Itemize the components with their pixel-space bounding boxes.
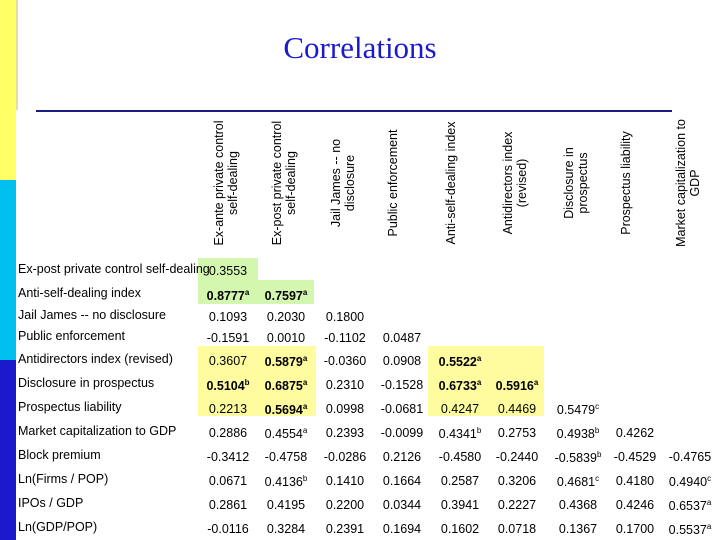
cell-value: 0.2753 <box>497 426 537 440</box>
table-cell <box>255 474 317 489</box>
slide-title: Correlations <box>283 30 437 65</box>
cell-value: -0.0360 <box>323 354 367 368</box>
cell-value: -0.1528 <box>380 378 424 392</box>
cell-value: 0.4681 <box>556 475 596 490</box>
cell-value: 0.0344 <box>382 498 422 512</box>
table-cell <box>197 426 259 440</box>
table-cell <box>547 426 609 441</box>
cell-value: -0.2440 <box>495 450 539 464</box>
column-header-label: Disclosure in prospectus <box>562 147 590 219</box>
cell-value: 0.2587 <box>440 474 480 488</box>
column-header-label: Jail James -- no disclosure <box>329 138 357 228</box>
table-cell <box>486 426 548 440</box>
cell-value: 0.2861 <box>208 498 248 512</box>
cell-value: 0.4136 <box>264 475 303 490</box>
table-cell <box>604 426 666 440</box>
table-cell <box>197 474 259 488</box>
significance-marker: a <box>302 378 308 387</box>
cell-value: -0.1102 <box>324 331 366 345</box>
cell-value: 0.4195 <box>266 498 306 512</box>
cell-value: 0.2213 <box>208 402 248 416</box>
table-cell <box>547 450 609 465</box>
significance-marker: b <box>244 378 250 387</box>
column-header-label: Antidirectors index (revised) <box>501 131 529 235</box>
row-label: Public enforcement <box>18 329 126 343</box>
cell-value: 0.1700 <box>615 522 655 536</box>
cell-value: 0.0998 <box>325 402 365 416</box>
column-header-label: Market capitalization to GDP <box>674 119 702 247</box>
cell-value: 0.4938 <box>556 427 595 442</box>
table-cell <box>486 474 548 488</box>
table-cell <box>371 378 433 392</box>
cell-value: 0.1093 <box>208 310 248 324</box>
cell-value: -0.4529 <box>613 450 657 464</box>
table-cell <box>197 288 259 303</box>
table-cell <box>255 310 317 324</box>
table-cell <box>371 474 433 488</box>
table-cell <box>255 331 317 345</box>
cell-value: 0.5916 <box>495 379 534 394</box>
table-cell <box>314 402 376 416</box>
significance-marker: b <box>596 450 602 459</box>
table-cell <box>197 450 259 464</box>
significance-marker: a <box>476 354 482 363</box>
left-bar-yellow <box>0 0 16 180</box>
cell-value: 0.5479 <box>556 403 596 418</box>
cell-value: 0.1694 <box>382 522 422 536</box>
table-cell <box>547 402 609 417</box>
table-cell <box>314 498 376 512</box>
cell-value: 0.2393 <box>325 426 365 440</box>
cell-value: 0.3206 <box>497 474 537 488</box>
table-cell <box>255 288 317 303</box>
table-cell <box>314 450 376 464</box>
cell-value: 0.4940 <box>668 475 708 490</box>
cell-value: 0.4341 <box>438 427 477 442</box>
table-cell <box>255 426 317 441</box>
cell-value: 0.5104 <box>206 379 245 394</box>
table-cell <box>429 474 491 488</box>
significance-marker: b <box>594 426 600 435</box>
table-cell <box>429 354 491 369</box>
table-cell <box>255 378 317 393</box>
table-cell <box>604 522 666 536</box>
table-cell <box>371 331 433 345</box>
cell-value: 0.5522 <box>438 355 477 370</box>
table-cell <box>547 474 609 489</box>
cell-value: 0.2030 <box>266 310 306 324</box>
table-cell <box>314 310 376 324</box>
cell-value: -0.4765 <box>668 450 712 464</box>
cell-value: 0.2200 <box>325 498 365 512</box>
cell-value: 0.1410 <box>325 474 365 488</box>
table-cell <box>486 378 548 393</box>
cell-value: 0.6537 <box>668 499 707 514</box>
cell-value: 0.3941 <box>440 498 480 512</box>
cell-value: -0.3412 <box>206 450 250 464</box>
table-cell <box>429 378 491 393</box>
significance-marker: c <box>595 474 600 483</box>
table-cell <box>371 354 433 368</box>
table-cell <box>604 474 666 488</box>
significance-marker: a <box>302 402 308 411</box>
column-header-label: Public enforcement <box>386 129 400 237</box>
row-label: Antidirectors index (revised) <box>18 352 173 366</box>
row-label: Block premium <box>18 448 101 462</box>
table-cell <box>429 450 491 464</box>
table-cell <box>255 498 317 512</box>
cell-value: 0.4554 <box>264 427 303 442</box>
table-cell <box>371 426 433 440</box>
cell-value: 0.1664 <box>382 474 422 488</box>
cell-value: 0.4180 <box>615 474 655 488</box>
row-label: Anti-self-dealing index <box>18 286 141 300</box>
row-label: Jail James -- no disclosure <box>18 308 166 322</box>
table-cell <box>197 498 259 512</box>
cell-value: 0.5537 <box>668 523 707 538</box>
title-rule <box>36 110 672 112</box>
cell-value: 0.0718 <box>497 522 537 536</box>
row-label: IPOs / GDP <box>18 496 84 510</box>
table-cell <box>197 522 259 536</box>
significance-marker: a <box>476 378 482 387</box>
left-bar-cyan <box>0 180 16 360</box>
cell-value: 0.3553 <box>208 264 248 278</box>
row-label: Market capitalization to GDP <box>18 424 177 438</box>
significance-marker: a <box>244 288 250 297</box>
table-cell <box>197 310 259 324</box>
table-cell <box>659 498 720 513</box>
table-cell <box>371 450 433 464</box>
table-cell <box>429 498 491 512</box>
table-cell <box>486 402 548 416</box>
table-cell <box>197 402 259 416</box>
significance-marker: a <box>706 522 712 531</box>
cell-value: 0.2391 <box>325 522 365 536</box>
cell-value: 0.4368 <box>558 498 598 512</box>
column-header-label: Prospectus liability <box>619 131 633 235</box>
table-cell <box>486 498 548 512</box>
cell-value: -0.5839 <box>554 451 597 466</box>
table-cell <box>659 522 720 537</box>
cell-value: -0.1591 <box>206 331 250 345</box>
cell-value: 0.7597 <box>264 289 303 304</box>
cell-value: 0.4469 <box>497 402 537 416</box>
cell-value: 0.0487 <box>382 331 422 345</box>
row-label: Disclosure in prospectus <box>18 376 155 390</box>
row-label: Ln(GDP/POP) <box>18 520 98 534</box>
table-cell <box>659 474 720 489</box>
cell-value: 0.1367 <box>558 522 598 536</box>
significance-marker: a <box>302 288 308 297</box>
table-cell <box>547 498 609 512</box>
significance-marker: a <box>302 426 308 435</box>
table-cell <box>314 354 376 368</box>
table-cell <box>314 426 376 440</box>
cell-value: 0.2227 <box>497 498 537 512</box>
cell-value: 0.1800 <box>325 310 365 324</box>
cell-value: 0.8777 <box>206 289 245 304</box>
cell-value: 0.1602 <box>440 522 480 536</box>
cell-value: 0.3284 <box>266 522 306 536</box>
significance-marker: b <box>476 426 482 435</box>
cell-value: 0.4247 <box>440 402 480 416</box>
table-cell <box>314 474 376 488</box>
table-cell <box>429 426 491 441</box>
cell-value: 0.5879 <box>264 355 303 370</box>
cell-value: -0.0099 <box>380 426 424 440</box>
table-cell <box>197 354 259 368</box>
table-cell <box>371 522 433 536</box>
significance-marker: c <box>595 402 600 411</box>
significance-marker: a <box>533 378 539 387</box>
cell-value: 0.3607 <box>208 354 248 368</box>
table-cell <box>314 522 376 536</box>
cell-value: 0.6733 <box>438 379 477 394</box>
cell-value: 0.2310 <box>325 378 365 392</box>
cell-value: 0.4246 <box>615 498 655 512</box>
cell-value: 0.2886 <box>208 426 248 440</box>
table-cell <box>547 522 609 536</box>
table-cell <box>255 402 317 417</box>
cell-value: 0.0908 <box>382 354 422 368</box>
table-cell <box>659 450 720 464</box>
left-bar-blue <box>0 360 16 540</box>
table-cell <box>255 354 317 369</box>
table-cell <box>371 498 433 512</box>
table-cell <box>604 450 666 464</box>
row-label: Prospectus liability <box>18 400 122 414</box>
table-cell <box>314 331 376 345</box>
cell-value: 0.4262 <box>615 426 655 440</box>
significance-marker: a <box>706 498 712 507</box>
cell-value: 0.5694 <box>264 403 303 418</box>
table-cell <box>314 378 376 392</box>
table-cell <box>604 498 666 512</box>
cell-value: -0.0116 <box>207 522 249 536</box>
row-label: Ex-post private control self-dealing <box>18 262 210 276</box>
significance-marker: b <box>302 474 308 483</box>
cell-value: -0.0681 <box>380 402 424 416</box>
cell-value: 0.0671 <box>208 474 248 488</box>
table-cell <box>255 522 317 536</box>
table-cell <box>197 264 259 278</box>
column-header-label: Ex-ante private control self-dealing <box>212 120 240 246</box>
table-cell <box>371 402 433 416</box>
significance-marker: c <box>707 474 712 483</box>
table-cell <box>197 378 259 393</box>
significance-marker: a <box>302 354 308 363</box>
cell-value: 0.0010 <box>266 331 306 345</box>
table-cell <box>429 522 491 536</box>
table-cell <box>197 331 259 345</box>
cell-value: -0.4758 <box>264 450 308 464</box>
column-header-label: Anti-self-dealing index <box>444 121 458 245</box>
table-cell <box>486 522 548 536</box>
table-cell <box>255 450 317 464</box>
table-cell <box>429 402 491 416</box>
table-cell <box>486 450 548 464</box>
cell-value: -0.0286 <box>323 450 367 464</box>
row-label: Ln(Firms / POP) <box>18 472 109 486</box>
cell-value: -0.4580 <box>438 450 482 464</box>
cell-value: 0.6875 <box>264 379 303 394</box>
column-header-label: Ex-post private control self-dealing <box>270 120 298 246</box>
cell-value: 0.2126 <box>382 450 422 464</box>
